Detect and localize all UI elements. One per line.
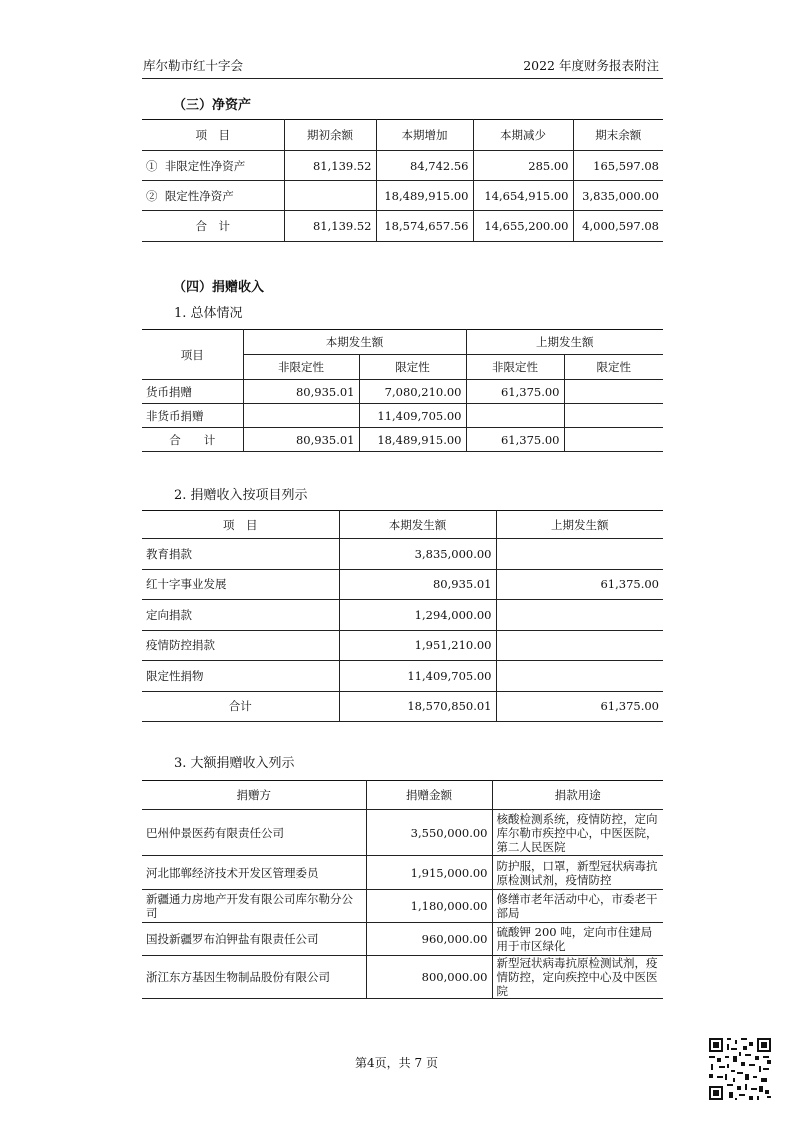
net-assets-table xyxy=(142,119,663,242)
cell-value: 1,294,000.00 xyxy=(339,600,496,631)
cell-value: 18,489,915.00 xyxy=(359,428,466,452)
qr-code-icon xyxy=(707,1036,773,1102)
total-label: 合 计 xyxy=(142,211,284,242)
cell-value: 1,951,210.00 xyxy=(339,630,496,661)
table-total-row xyxy=(142,211,663,242)
col-header: 项 目 xyxy=(142,120,284,151)
col-header: 本期增加 xyxy=(376,120,473,151)
row-label: 货币捐赠 xyxy=(142,380,243,404)
row-label: 限定性捐物 xyxy=(142,661,339,692)
donation-purpose: 新型冠状病毒抗原检测试剂，疫情防控，定向疾控中心及中医医院 xyxy=(492,956,663,999)
large-donations-table xyxy=(142,780,663,999)
cell-value: 14,654,915.00 xyxy=(473,181,573,211)
table-row xyxy=(142,923,663,956)
header-org: 库尔勒市红十字会 xyxy=(143,58,244,73)
row-label: 红十字事业发展 xyxy=(142,569,339,600)
col-header: 本期发生额 xyxy=(339,511,496,539)
cell-value: 11,409,705.00 xyxy=(359,404,466,428)
donation-purpose: 核酸检测系统，疫情防控，定向库尔勒市疾控中心，中医医院，第二人民医院 xyxy=(492,810,663,856)
subsection-overview-title: 1. 总体情况 xyxy=(174,306,243,321)
header-doc-title: 2022 年度财务报表附注 xyxy=(523,58,659,73)
table-header-row xyxy=(142,781,663,810)
cell-value: 18,574,657.56 xyxy=(376,211,473,242)
col-header: 捐款用途 xyxy=(492,781,663,810)
donor-name: 新疆通力房地产开发有限公司库尔勒分公司 xyxy=(142,890,366,923)
col-header: 本期减少 xyxy=(473,120,573,151)
cell-value: 84,742.56 xyxy=(376,151,473,181)
table-row xyxy=(142,380,663,404)
cell-value: 80,935.01 xyxy=(243,428,359,452)
table-row xyxy=(142,151,663,181)
table-row xyxy=(142,890,663,923)
col-group-header: 本期发生额 xyxy=(243,330,466,355)
donation-purpose: 硫酸钾 200 吨，定向市住建局用于市区绿化 xyxy=(492,923,663,956)
col-header: 项目 xyxy=(142,330,243,380)
total-label: 合 计 xyxy=(142,428,243,452)
cell-value xyxy=(564,380,663,404)
row-name: 限定性净资产 xyxy=(164,188,234,203)
cell-value: 18,489,915.00 xyxy=(376,181,473,211)
row-label: 疫情防控捐款 xyxy=(142,630,339,661)
cell-value xyxy=(243,404,359,428)
cell-value: 61,375.00 xyxy=(496,569,663,600)
table-row xyxy=(142,856,663,890)
section-donation-income-title: （四）捐赠收入 xyxy=(173,280,265,295)
table-row xyxy=(142,404,663,428)
row-marker: ① xyxy=(146,158,158,173)
donation-amount: 3,550,000.00 xyxy=(366,810,492,856)
col-header: 非限定性 xyxy=(243,355,359,380)
cell-value: 3,835,000.00 xyxy=(339,539,496,570)
col-header: 捐赠方 xyxy=(142,781,366,810)
table-row xyxy=(142,661,663,692)
cell-value: 61,375.00 xyxy=(466,428,564,452)
donation-amount: 800,000.00 xyxy=(366,956,492,999)
row-label: 教育捐款 xyxy=(142,539,339,570)
donation-by-project-table xyxy=(142,510,663,722)
donation-amount: 1,180,000.00 xyxy=(366,890,492,923)
cell-value xyxy=(496,630,663,661)
cell-value: 4,000,597.08 xyxy=(573,211,663,242)
col-header: 限定性 xyxy=(564,355,663,380)
cell-value: 7,080,210.00 xyxy=(359,380,466,404)
cell-value: 80,935.01 xyxy=(339,569,496,600)
subsection-by-project-title: 2. 捐赠收入按项目列示 xyxy=(174,488,308,503)
donation-purpose: 防护服，口罩，新型冠状病毒抗原检测试剂，疫情防控 xyxy=(492,856,663,890)
donor-name: 河北邯郸经济技术开发区管理委员 xyxy=(142,856,366,890)
cell-value: 18,570,850.01 xyxy=(339,691,496,722)
row-label: 非货币捐赠 xyxy=(142,404,243,428)
cell-value: 11,409,705.00 xyxy=(339,661,496,692)
donor-name: 浙江东方基因生物制品股份有限公司 xyxy=(142,956,366,999)
section-net-assets-title: （三）净资产 xyxy=(173,98,252,113)
cell-value xyxy=(496,600,663,631)
table-header-row xyxy=(142,330,663,355)
table-row xyxy=(142,539,663,570)
col-header: 非限定性 xyxy=(466,355,564,380)
row-label xyxy=(142,151,284,181)
cell-value xyxy=(564,428,663,452)
row-marker: ② xyxy=(146,188,158,203)
table-header-row xyxy=(142,511,663,539)
row-name: 非限定性净资产 xyxy=(164,158,246,173)
cell-value xyxy=(496,661,663,692)
cell-value: 285.00 xyxy=(473,151,573,181)
header-divider xyxy=(142,78,663,79)
donor-name: 国投新疆罗布泊钾盐有限责任公司 xyxy=(142,923,366,956)
col-header: 期末余额 xyxy=(573,120,663,151)
table-row xyxy=(142,181,663,211)
col-header: 上期发生额 xyxy=(496,511,663,539)
cell-value xyxy=(466,404,564,428)
cell-value: 80,935.01 xyxy=(243,380,359,404)
col-header: 限定性 xyxy=(359,355,466,380)
cell-value: 61,375.00 xyxy=(466,380,564,404)
table-row xyxy=(142,630,663,661)
cell-value: 81,139.52 xyxy=(284,151,376,181)
col-header: 捐赠金额 xyxy=(366,781,492,810)
cell-value: 14,655,200.00 xyxy=(473,211,573,242)
table-total-row xyxy=(142,691,663,722)
cell-value xyxy=(496,539,663,570)
cell-value: 61,375.00 xyxy=(496,691,663,722)
cell-value: 3,835,000.00 xyxy=(573,181,663,211)
donation-purpose: 修缮市老年活动中心，市委老干部局 xyxy=(492,890,663,923)
donor-name: 巴州仲景医药有限责任公司 xyxy=(142,810,366,856)
table-header-row xyxy=(142,120,663,151)
table-row xyxy=(142,569,663,600)
table-row xyxy=(142,600,663,631)
row-label: 定向捐款 xyxy=(142,600,339,631)
cell-value: 165,597.08 xyxy=(573,151,663,181)
donation-overview-table xyxy=(142,329,663,452)
col-header: 期初余额 xyxy=(284,120,376,151)
page-number: 第4页，共 7 页 xyxy=(355,1056,438,1070)
cell-value: 81,139.52 xyxy=(284,211,376,242)
table-row xyxy=(142,956,663,999)
table-total-row xyxy=(142,428,663,452)
donation-amount: 1,915,000.00 xyxy=(366,856,492,890)
cell-value xyxy=(284,181,376,211)
table-row xyxy=(142,810,663,856)
row-label xyxy=(142,181,284,211)
total-label: 合计 xyxy=(142,691,339,722)
subsection-large-donations-title: 3. 大额捐赠收入列示 xyxy=(174,756,295,771)
donation-amount: 960,000.00 xyxy=(366,923,492,956)
cell-value xyxy=(564,404,663,428)
col-header: 项 目 xyxy=(142,511,339,539)
col-group-header: 上期发生额 xyxy=(466,330,663,355)
